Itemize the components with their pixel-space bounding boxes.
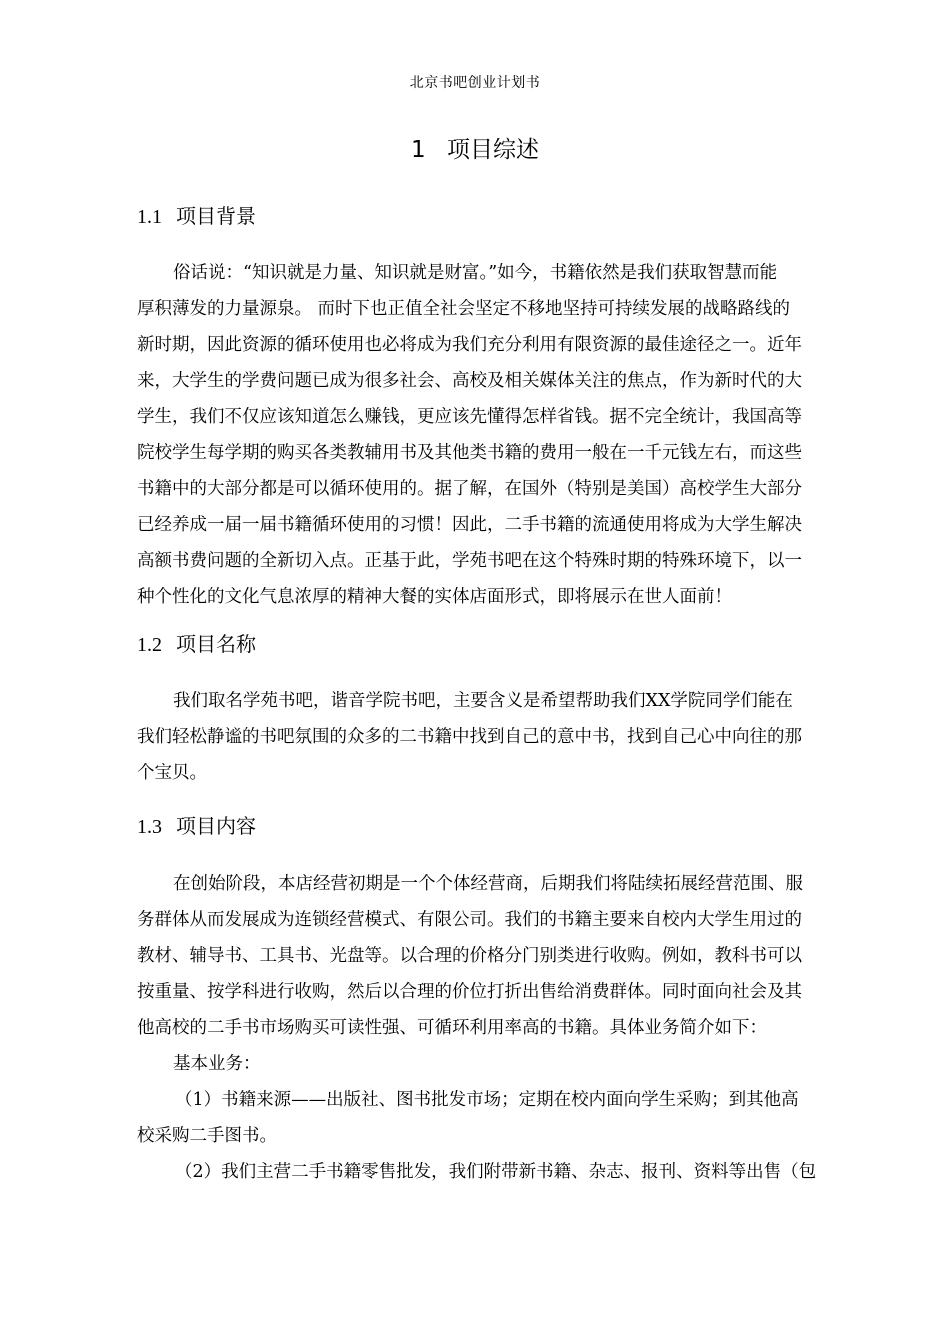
text-line: 他高校的二手书市场购买可读性强、可循环利用率高的书籍。具体业务简介如下： [137,1018,767,1038]
text-line: 我们取名学苑书吧，谐音学院书吧，主要含义是希望帮助我们XX学院同学们能在 [173,691,793,711]
section-title: 项目名称 [176,632,256,656]
list-item-line: （2）我们主营二手书籍零售批发，我们附带新书籍、杂志、报刊、资料等出售（包 [175,1162,817,1182]
paragraph-name [137,683,863,791]
text-line: 俗话说：“知识就是力量、知识就是财富。”如今，书籍依然是我们获取智慧而能 [173,263,778,283]
text-line: 在创始阶段，本店经营初期是一个个体经营商，后期我们将陆续拓展经营范围、服 [173,874,803,894]
paragraph-content [137,866,863,1190]
text-line: 来，大学生的学费问题已成为很多社会、高校及相关媒体关注的焦点，作为新时代的大 [137,371,802,391]
section-heading-background [137,200,256,229]
text-line: 新时期，因此资源的循环使用也必将成为我们充分利用有限资源的最佳途径之一。近年 [137,335,802,355]
page-header: 北京书吧创业计划书 [409,75,541,91]
text-line: 已经养成一届一届书籍循环使用的习惯！因此，二手书籍的流通使用将成为大学生解决 [137,515,802,535]
section-number: 1.2 [137,634,162,656]
text-line: 务群体从而发展成为连锁经营模式、有限公司。我们的书籍主要来自校内大学生用过的 [137,910,802,930]
section-heading-name [137,628,256,657]
chapter-title-text: 项目综述 [446,137,539,163]
text-line: 教材、辅导书、工具书、光盘等。以合理的价格分门别类进行收购。例如，教科书可以 [137,946,802,966]
text-line: 学生，我们不仅应该知道怎么赚钱，更应该先懂得怎样省钱。据不完全统计，我国高等 [137,407,802,427]
basic-business-label: 基本业务： [173,1054,261,1074]
section-number: 1.1 [137,206,162,228]
section-title: 项目背景 [176,204,256,228]
section-heading-content [137,810,256,839]
text-line: 院校学生每学期的购买各类教辅用书及其他类书籍的费用一般在一千元钱左右，而这些 [137,443,802,463]
list-item-line: 校采购二手图书。 [137,1126,277,1146]
text-line: 高额书费问题的全新切入点。正基于此，学苑书吧在这个特殊时期的特殊环境下，以一 [137,551,802,571]
paragraph-background [137,255,863,615]
text-line: 个宝贝。 [137,763,207,783]
text-line: 我们轻松静谧的书吧氛围的众多的二书籍中找到自己的意中书，找到自己心中向往的那 [137,727,802,747]
text-line: 厚积薄发的力量源泉。 而时下也正值全社会坚定不移地坚持可持续发展的战略路线的 [137,299,791,319]
text-line: 书籍中的大部分都是可以循环使用的。据了解，在国外（特别是美国）高校学生大部分 [137,479,802,499]
section-number: 1.3 [137,816,162,838]
list-item-line: （1）书籍来源——出版社、图书批发市场；定期在校内面向学生采购；到其他高 [175,1090,799,1110]
chapter-title [0,131,950,164]
text-line: 种个性化的文化气息浓厚的精神大餐的实体店面形式，即将展示在世人面前！ [137,587,732,607]
chapter-number: 1 [411,137,426,163]
section-title: 项目内容 [176,814,256,838]
text-line: 按重量、按学科进行收购，然后以合理的价位打折出售给消费群体。同时面向社会及其 [137,982,802,1002]
